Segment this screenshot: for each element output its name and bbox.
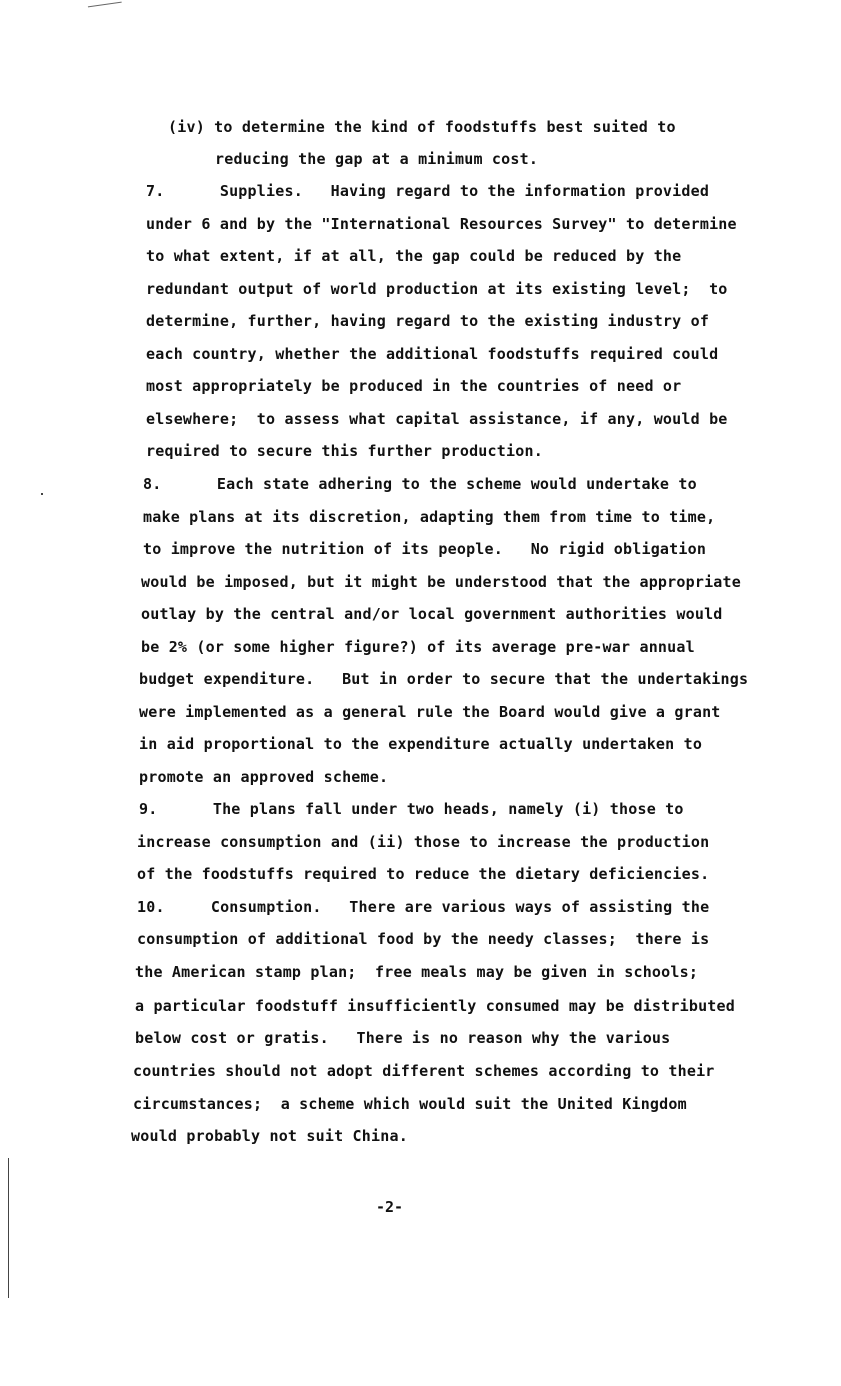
text-line: to what extent, if at all, the gap could be reduced by the [146, 247, 682, 265]
margin-mark [8, 1158, 9, 1298]
text-line: most appropriately be produced in the countries of need or [146, 377, 682, 395]
text-line: to improve the nutrition of its people. No rigid obligation [143, 540, 707, 558]
text-line: reducing the gap at a minimum cost. [215, 150, 539, 168]
text-line: (iv) to determine the kind of foodstuffs best suited to [168, 118, 676, 136]
text-line: circumstances; a scheme which would suit the United Kingdom [133, 1095, 687, 1113]
text-line: under 6 and by the "International Resources Survey" to determine [146, 215, 737, 233]
page-number: -2- [376, 1198, 404, 1216]
text-line: outlay by the central and/or local government authorities would [141, 605, 723, 623]
text-line: make plans at its discretion, adapting them from time to time, [143, 508, 716, 526]
text-line: 9. The plans fall under two heads, namely (i) those to [139, 800, 684, 818]
scan-smudge [88, 2, 122, 11]
text-line: were implemented as a general rule the Board would give a grant [139, 703, 721, 721]
text-line: the American stamp plan; free meals may be given in schools; [135, 963, 699, 981]
text-line: would probably not suit China. [131, 1127, 408, 1145]
text-line: increase consumption and (ii) those to increase the production [137, 833, 710, 851]
text-line: determine, further, having regard to the existing industry of [146, 312, 710, 330]
text-line: required to secure this further production. [146, 442, 543, 460]
text-line: 10. Consumption. There are various ways of assisting the [137, 898, 710, 916]
text-line: countries should not adopt different schemes according to their [133, 1062, 715, 1080]
text-line: below cost or gratis. There is no reason why the various [135, 1029, 671, 1047]
text-line: promote an approved scheme. [139, 768, 389, 786]
text-line: each country, whether the additional foodstuffs required could [146, 345, 719, 363]
text-line: of the foodstuffs required to reduce the dietary deficiencies. [137, 865, 710, 883]
text-line: 7. Supplies. Having regard to the information provided [146, 182, 710, 200]
text-line: budget expenditure. But in order to secure that the undertakings [139, 670, 749, 688]
text-line: be 2% (or some higher figure?) of its average pre-war annual [141, 638, 695, 656]
text-line: would be imposed, but it might be understood that the appropriate [141, 573, 741, 591]
text-line: in aid proportional to the expenditure actually undertaken to [139, 735, 703, 753]
margin-mark [41, 493, 43, 495]
text-line: 8. Each state adhering to the scheme would undertake to [143, 475, 697, 493]
text-line: redundant output of world production at its existing level; to [146, 280, 728, 298]
text-line: consumption of additional food by the needy classes; there is [137, 930, 710, 948]
text-line: a particular foodstuff insufficiently consumed may be distributed [135, 997, 735, 1015]
text-line: elsewhere; to assess what capital assistance, if any, would be [146, 410, 728, 428]
